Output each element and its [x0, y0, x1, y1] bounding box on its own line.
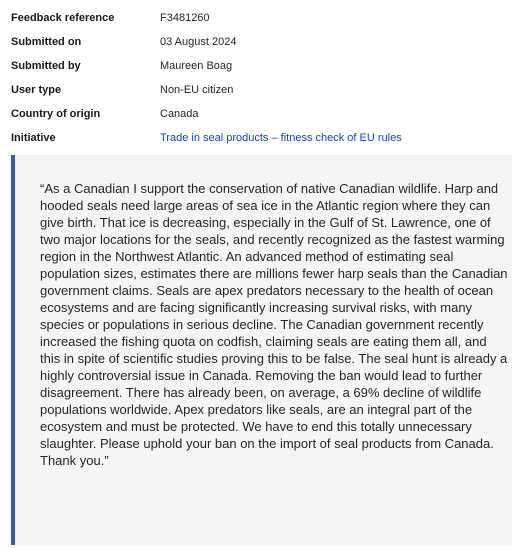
- initiative-label: Initiative: [11, 132, 56, 144]
- submitted-on-label: Submitted on: [11, 36, 82, 48]
- country-of-origin-label: Country of origin: [11, 108, 101, 120]
- submitted-by-label: Submitted by: [11, 60, 81, 72]
- country-of-origin-value: Canada: [160, 108, 199, 120]
- submitted-on-value: 03 August 2024: [160, 36, 237, 48]
- meta-row-submitted-by: [11, 54, 511, 78]
- meta-row-submitted-on: [11, 30, 511, 54]
- submitted-by-value: Maureen Boag: [160, 60, 233, 72]
- feedback-quote-box: [11, 155, 512, 545]
- feedback-reference-value: F3481260: [160, 12, 210, 24]
- meta-row-user-type: [11, 78, 511, 102]
- user-type-value: Non-EU citizen: [160, 84, 234, 96]
- meta-row-initiative: [11, 126, 511, 150]
- meta-row-country: [11, 102, 511, 126]
- user-type-label: User type: [11, 84, 62, 96]
- feedback-metadata: [11, 6, 511, 150]
- feedback-reference-label: Feedback reference: [11, 12, 115, 24]
- meta-row-reference: [11, 6, 511, 30]
- initiative-link[interactable]: Trade in seal products – fitness check of EU rules: [160, 132, 402, 144]
- feedback-text: “As a Canadian I support the conservation of native Canadian wildlife. Harp and hooded seals need large areas of sea ice in the Atlantic region where they can give birth. That ice is decreasing, especially in the Gulf of St. Lawrence, one of two major locations for the seals, and recently recognized as the fastest warming region in the Northwest Atlantic. An advanced method of estimating seal population sizes, estimates there are millions fewer harp seals than the Canadian government claims. Seals are apex predators necessary to the health of ocean ecosystems and are facing significantly increasing survival risks, with many species or populations in serious decline. The Canadian government recently increased the fishing quota on codfish, claiming seals are eating them all, and this in spite of scientific studies proving this to be false. The seal hunt is already a highly controversial issue in Canada. Removing the ban would lead to further disagreement. There has already been, on average, a 69% decline of wildlife populations worldwide. Apex predators like seals, are an integral part of the ecosystem and must be protected. We have to end this totally unnecessary slaughter. Please uphold your ban on the import of seal products from Canada. Thank you.”: [40, 181, 508, 468]
